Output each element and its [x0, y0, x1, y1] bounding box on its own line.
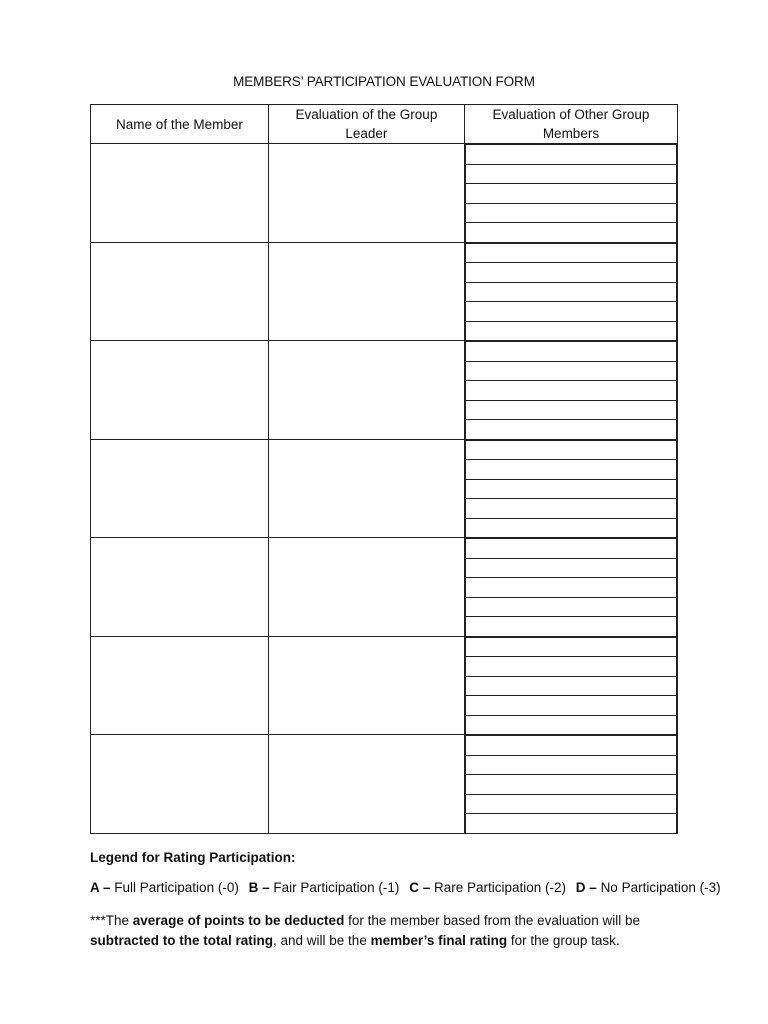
member-row	[91, 735, 678, 834]
others-evaluation-subrow	[465, 696, 676, 716]
evaluation-table	[90, 104, 678, 834]
others-evaluation-entry[interactable]	[465, 775, 676, 795]
others-evaluation-cell	[464, 242, 677, 341]
note-text: for the member based from the evaluation will be	[344, 913, 640, 928]
others-evaluation-entry[interactable]	[465, 420, 676, 439]
others-evaluation-subtable	[465, 735, 677, 833]
legend-items	[90, 880, 740, 895]
others-evaluation-entry[interactable]	[465, 676, 676, 696]
others-evaluation-entry[interactable]	[465, 794, 676, 814]
others-evaluation-cell	[464, 439, 677, 538]
others-evaluation-subrow	[465, 400, 676, 420]
legend-code: A –	[90, 880, 111, 895]
others-evaluation-subrow	[465, 243, 676, 263]
legend-item-c	[409, 880, 566, 895]
note-bold: subtracted to the total rating	[90, 933, 274, 948]
others-evaluation-subrow	[465, 657, 676, 677]
others-evaluation-cell	[464, 144, 677, 243]
others-evaluation-entry[interactable]	[465, 342, 676, 362]
others-evaluation-subtable	[465, 243, 677, 341]
others-evaluation-subtable	[465, 440, 677, 538]
member-rows	[91, 144, 678, 834]
others-evaluation-subrow	[465, 440, 676, 460]
legend-text: Rare Participation (-2)	[433, 880, 567, 895]
note-text: ***The	[90, 913, 133, 928]
others-evaluation-entry[interactable]	[465, 321, 676, 340]
legend-code: D –	[575, 880, 597, 895]
others-evaluation-subrow	[465, 342, 676, 362]
legend-title: Legend for Rating Participation:	[90, 850, 296, 865]
others-evaluation-subtable	[465, 637, 677, 735]
leader-evaluation-cell[interactable]	[268, 735, 464, 834]
others-evaluation-entry[interactable]	[465, 814, 676, 833]
member-row	[91, 144, 678, 243]
others-evaluation-subrow	[465, 321, 676, 340]
others-evaluation-subrow	[465, 794, 676, 814]
others-evaluation-entry[interactable]	[465, 755, 676, 775]
others-evaluation-entry[interactable]	[465, 499, 676, 519]
member-row	[91, 636, 678, 735]
others-evaluation-subrow	[465, 203, 676, 223]
others-evaluation-subrow	[465, 775, 676, 795]
others-evaluation-entry[interactable]	[465, 597, 676, 617]
others-evaluation-subrow	[465, 597, 676, 617]
others-evaluation-subrow	[465, 223, 676, 242]
member-name-cell[interactable]	[91, 439, 269, 538]
others-evaluation-subrow	[465, 637, 676, 657]
others-evaluation-entry[interactable]	[465, 282, 676, 302]
header-others-evaluation: Evaluation of Other Group Members	[464, 105, 677, 144]
others-evaluation-entry[interactable]	[465, 617, 676, 636]
others-evaluation-entry[interactable]	[465, 361, 676, 381]
leader-evaluation-cell[interactable]	[268, 538, 464, 637]
others-evaluation-subrow	[465, 558, 676, 578]
member-name-cell[interactable]	[91, 735, 269, 834]
others-evaluation-entry[interactable]	[465, 578, 676, 598]
others-evaluation-subrow	[465, 381, 676, 401]
others-evaluation-entry[interactable]	[465, 164, 676, 184]
note-bold: average of points to be deducted	[132, 913, 345, 928]
member-row	[91, 341, 678, 440]
leader-evaluation-cell[interactable]	[268, 636, 464, 735]
others-evaluation-entry[interactable]	[465, 381, 676, 401]
others-evaluation-entry[interactable]	[465, 145, 676, 165]
legend-text: No Participation (-3)	[600, 880, 721, 895]
member-name-cell[interactable]	[91, 242, 269, 341]
others-evaluation-cell	[464, 636, 677, 735]
others-evaluation-subtable	[465, 144, 677, 242]
others-evaluation-subrow	[465, 184, 676, 204]
others-evaluation-cell	[464, 538, 677, 637]
others-evaluation-subrow	[465, 617, 676, 636]
others-evaluation-entry[interactable]	[465, 243, 676, 263]
others-evaluation-entry[interactable]	[465, 558, 676, 578]
member-name-cell[interactable]	[91, 341, 269, 440]
leader-evaluation-cell[interactable]	[268, 341, 464, 440]
others-evaluation-entry[interactable]	[465, 184, 676, 204]
others-evaluation-subrow	[465, 499, 676, 519]
others-evaluation-entry[interactable]	[465, 637, 676, 657]
legend-item-b	[249, 880, 400, 895]
others-evaluation-entry[interactable]	[465, 400, 676, 420]
others-evaluation-subrow	[465, 736, 676, 756]
others-evaluation-subrow	[465, 539, 676, 559]
others-evaluation-subrow	[465, 420, 676, 439]
others-evaluation-entry[interactable]	[465, 657, 676, 677]
member-row	[91, 439, 678, 538]
legend-code: C –	[409, 880, 431, 895]
note-text: for the group task.	[507, 933, 620, 948]
member-row	[91, 538, 678, 637]
legend-code: B –	[248, 880, 270, 895]
others-evaluation-subrow	[465, 676, 676, 696]
deduction-note	[90, 911, 690, 951]
others-evaluation-entry[interactable]	[465, 263, 676, 283]
others-evaluation-subrow	[465, 164, 676, 184]
others-evaluation-subrow	[465, 145, 676, 165]
others-evaluation-subtable	[465, 341, 677, 439]
member-row	[91, 242, 678, 341]
member-name-cell[interactable]	[91, 144, 269, 243]
others-evaluation-subrow	[465, 361, 676, 381]
others-evaluation-entry[interactable]	[465, 203, 676, 223]
others-evaluation-entry[interactable]	[465, 715, 676, 734]
member-name-cell[interactable]	[91, 538, 269, 637]
others-evaluation-entry[interactable]	[465, 223, 676, 242]
legend-text: Full Participation (-0)	[114, 880, 239, 895]
header-member-name: Name of the Member	[91, 105, 269, 144]
others-evaluation-subrow	[465, 518, 676, 537]
others-evaluation-entry[interactable]	[465, 696, 676, 716]
others-evaluation-subrow	[465, 814, 676, 833]
others-evaluation-subrow	[465, 302, 676, 322]
legend-item-d	[576, 880, 721, 895]
form-title: MEMBERS’ PARTICIPATION EVALUATION FORM	[233, 74, 535, 89]
others-evaluation-cell	[464, 735, 677, 834]
others-evaluation-subtable	[465, 538, 677, 636]
note-bold: member’s final rating	[370, 933, 508, 948]
others-evaluation-entry[interactable]	[465, 736, 676, 756]
leader-evaluation-cell[interactable]	[268, 242, 464, 341]
member-name-cell[interactable]	[91, 636, 269, 735]
others-evaluation-subrow	[465, 755, 676, 775]
legend-item-a	[90, 880, 239, 895]
leader-evaluation-cell[interactable]	[268, 144, 464, 243]
others-evaluation-entry[interactable]	[465, 460, 676, 480]
header-leader-evaluation: Evaluation of the Group Leader	[268, 105, 464, 144]
others-evaluation-entry[interactable]	[465, 539, 676, 559]
others-evaluation-entry[interactable]	[465, 479, 676, 499]
others-evaluation-subrow	[465, 460, 676, 480]
others-evaluation-subrow	[465, 578, 676, 598]
note-text: , and will be the	[273, 933, 371, 948]
others-evaluation-entry[interactable]	[465, 302, 676, 322]
leader-evaluation-cell[interactable]	[268, 439, 464, 538]
others-evaluation-subrow	[465, 715, 676, 734]
others-evaluation-cell	[464, 341, 677, 440]
legend-text: Fair Participation (-1)	[273, 880, 400, 895]
others-evaluation-entry[interactable]	[465, 440, 676, 460]
header-row	[91, 105, 678, 144]
others-evaluation-subrow	[465, 263, 676, 283]
others-evaluation-entry[interactable]	[465, 518, 676, 537]
others-evaluation-subrow	[465, 479, 676, 499]
others-evaluation-subrow	[465, 282, 676, 302]
